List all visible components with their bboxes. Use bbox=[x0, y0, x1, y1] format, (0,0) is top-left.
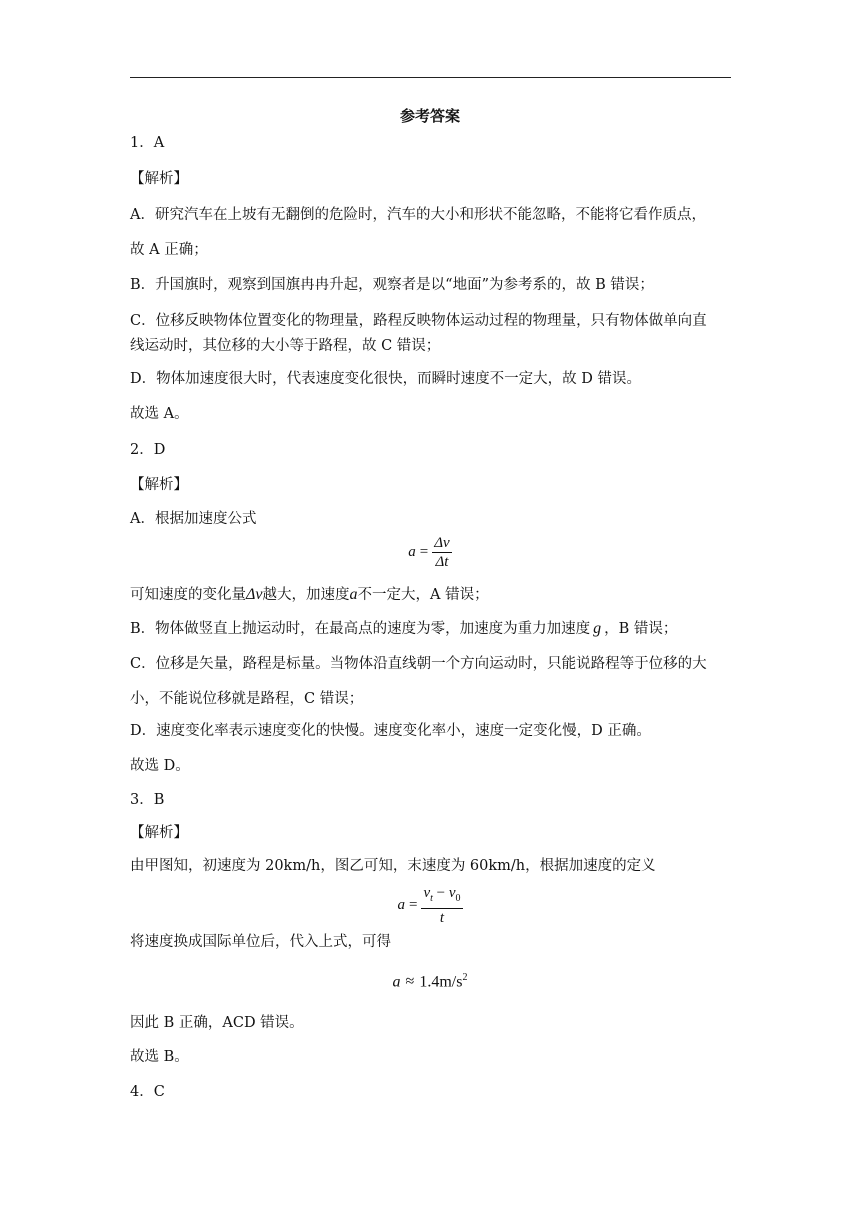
g-symbol: g bbox=[593, 620, 602, 637]
formula-fraction bbox=[432, 534, 451, 571]
subscript-0: 0 bbox=[455, 893, 461, 904]
formula-denominator: Δt bbox=[435, 554, 449, 570]
result-value: 1.4m/s bbox=[419, 973, 463, 991]
q3-choice: 故选 B。 bbox=[130, 1049, 189, 1065]
text-segment: ，B 错误； bbox=[604, 621, 678, 637]
formula-lhs: a bbox=[408, 544, 416, 560]
formula-lhs: a bbox=[397, 897, 405, 913]
q1-option-a-line1: A．研究汽车在上坡有无翻倒的危险时，汽车的大小和形状不能忽略，不能将它看作质点， bbox=[130, 207, 706, 223]
q2-option-d: D．速度变化率表示速度变化的快慢。速度变化率小，速度一定变化慢，D 正确。 bbox=[130, 723, 651, 739]
q3-analysis-label: 【解析】 bbox=[130, 825, 188, 841]
v0-symbol: v bbox=[448, 885, 456, 901]
q1-analysis-label: 【解析】 bbox=[130, 171, 188, 187]
formula-numerator bbox=[421, 884, 462, 909]
a-symbol: a bbox=[392, 973, 401, 991]
q2-option-c-line2: 小，不能说位移就是路程，C 错误； bbox=[130, 691, 364, 707]
formula-fraction bbox=[421, 884, 462, 927]
approx-sign: ≈ bbox=[405, 973, 415, 991]
q2-option-c-line1: C．位移是矢量，路程是标量。当物体沿直线朝一个方向运动时，只能说路程等于位移的大 bbox=[130, 656, 707, 672]
page-title: 参考答案 bbox=[399, 107, 460, 125]
text-segment: 不一定大，A 错误； bbox=[357, 587, 489, 603]
text-segment: 越大，加速度 bbox=[262, 587, 350, 603]
q1-option-d: D．物体加速度很大时，代表速度变化很快，而瞬时速度不一定大，故 D 错误。 bbox=[130, 371, 641, 387]
q3-answer: 3．B bbox=[130, 792, 165, 808]
q2-answer: 2．D bbox=[130, 442, 166, 458]
q2-choice: 故选 D。 bbox=[130, 758, 190, 774]
q4-answer: 4．C bbox=[130, 1084, 165, 1100]
subscript-t: t bbox=[430, 893, 433, 904]
q1-option-b: B．升国旗时，观察到国旗冉冉升起，观察者是以“地面”为参考系的，故 B 错误； bbox=[130, 277, 654, 293]
delta-v-symbol: Δv bbox=[246, 586, 263, 603]
q2-option-a-conclusion bbox=[130, 585, 489, 605]
header-rule bbox=[130, 77, 731, 78]
v-symbol: v bbox=[423, 885, 431, 901]
acceleration-formula-definition bbox=[0, 884, 860, 927]
q3-result: 因此 B 正确，ACD 错误。 bbox=[130, 1015, 304, 1031]
minus-sign: − bbox=[432, 885, 449, 901]
q2-analysis-label: 【解析】 bbox=[130, 477, 188, 493]
acceleration-result bbox=[0, 972, 860, 991]
q3-conversion: 将速度换成国际单位后，代入上式，可得 bbox=[130, 934, 391, 950]
a-symbol: a bbox=[349, 586, 358, 603]
superscript-2: 2 bbox=[462, 972, 468, 983]
q1-option-c-line2: 线运动时，其位移的大小等于路程，故 C 错误； bbox=[130, 338, 441, 354]
q1-option-c-line1: C．位移反映物体位置变化的物理量，路程反映物体运动过程的物理量，只有物体做单向直 bbox=[130, 313, 707, 329]
text-segment: B．物体做竖直上抛运动时，在最高点的速度为零，加速度为重力加速度 bbox=[130, 621, 591, 637]
formula-equals: = bbox=[419, 544, 429, 560]
q3-intro: 由甲图知，初速度为 20km/h，图乙可知，末速度为 60km/h，根据加速度的定义 bbox=[130, 858, 656, 874]
text-segment: 可知速度的变化量 bbox=[130, 587, 246, 603]
formula-equals: = bbox=[408, 897, 418, 913]
acceleration-formula-delta bbox=[0, 534, 860, 571]
q1-answer: 1．A bbox=[130, 135, 165, 151]
formula-numerator: Δv bbox=[434, 535, 450, 551]
q2-option-a-intro: A．根据加速度公式 bbox=[130, 511, 257, 527]
q1-choice: 故选 A。 bbox=[130, 406, 189, 422]
q1-option-a-line2: 故 A 正确； bbox=[130, 242, 208, 258]
q2-option-b bbox=[130, 619, 677, 639]
formula-denominator: t bbox=[439, 910, 445, 926]
